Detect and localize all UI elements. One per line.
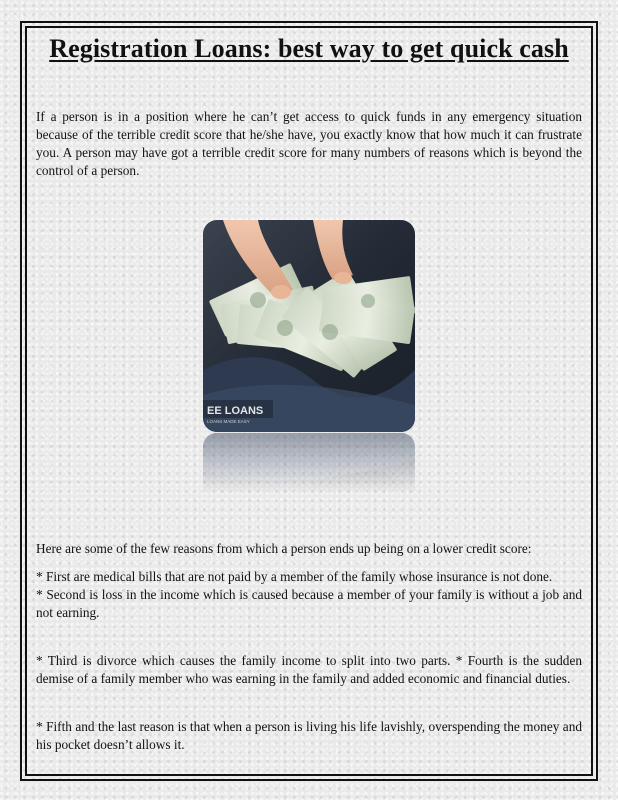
reflection-image [203, 433, 415, 493]
cash-photo-reflection [203, 433, 415, 493]
reason-1: * First are medical bills that are not paid by a member of the family whose insurance is not done. [36, 569, 553, 584]
hands-holding-cash-image [203, 220, 415, 432]
cash-photo [203, 220, 415, 432]
reason-5: * Fifth and the last reason is that when a person is living his life lavishly, overspending the money and his pocket doesn’t allows it. [36, 719, 582, 752]
reason-4: * Fourth is the sudden demise of a family member who was earning in the family and added economic and financial duties. [36, 653, 582, 686]
intro-paragraph: If a person is in a position where he can’t get access to quick funds in any emergency situation because of the terrible credit score that he/she have, you exactly know that how much it can frustrate you. A person may have got a terrible credit score for many numbers of reasons which is beyond the control of a person. [36, 109, 582, 178]
reasons-block-2 [36, 652, 582, 688]
reasons-block-1 [36, 568, 582, 622]
reason-3: * Third is divorce which causes the family income to split into two parts. [36, 653, 451, 668]
reason-2: * Second is loss in the income which is caused because a member of your family is without a job and not earning. [36, 587, 582, 620]
image-watermark-sub: LOANS MADE EASY [207, 419, 250, 424]
reasons-lead-paragraph: Here are some of the few reasons from which a person ends up being on a lower credit score: [36, 541, 532, 556]
image-watermark: EE LOANS [207, 405, 264, 417]
page-title: Registration Loans: best way to get quick cash [49, 34, 569, 63]
